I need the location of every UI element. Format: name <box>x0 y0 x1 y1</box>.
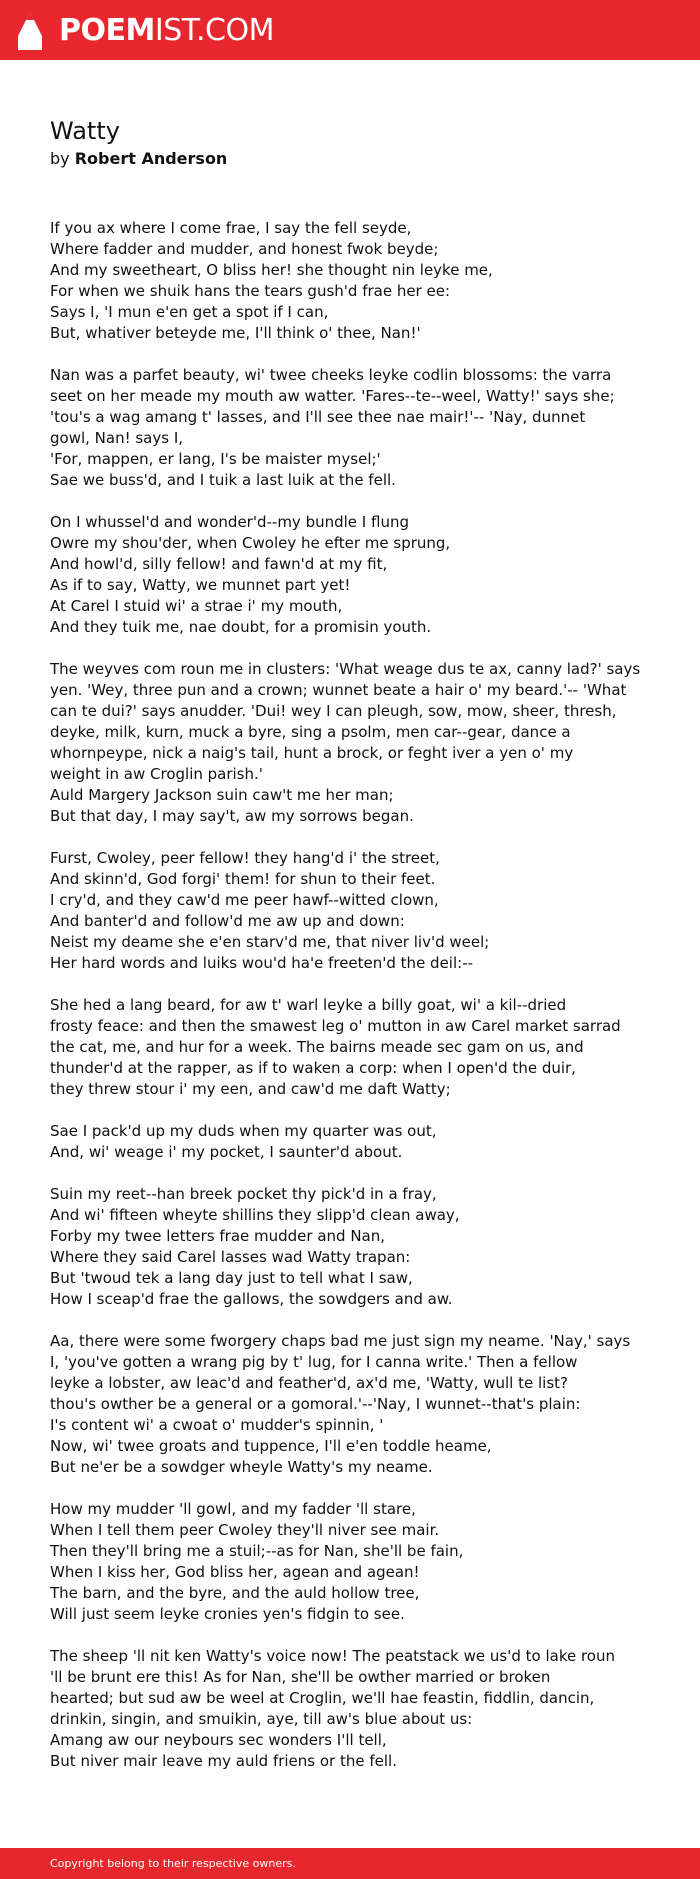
poem-line: Nan was a parfet beauty, wi' twee cheeks leyke codlin blossoms: the varra <box>50 366 612 384</box>
pencil-icon <box>17 11 43 51</box>
poem-line: Now, wi' twee groats and tuppence, I'll e'en toddle heame, <box>50 1437 492 1455</box>
poem-line: weight in aw Croglin parish.' <box>50 765 263 783</box>
poem-line: And skinn'd, God forgi' them! for shun to their feet. <box>50 870 436 888</box>
poem-line: How my mudder 'll gowl, and my fadder 'll stare, <box>50 1500 416 1518</box>
poem-line: And my sweetheart, O bliss her! she thought nin leyke me, <box>50 261 493 279</box>
poem-line: Sae we buss'd, and I tuik a last luik at the fell. <box>50 471 396 489</box>
poem-line: But niver mair leave my auld friens or the fell. <box>50 1752 397 1770</box>
poem-line: thunder'd at the rapper, as if to waken a corp: when I open'd the duir, <box>50 1059 576 1077</box>
poem-line: they threw stour i' my een, and caw'd me daft Watty; <box>50 1080 451 1098</box>
poem-line: For when we shuik hans the tears gush'd frae her ee: <box>50 282 451 300</box>
site-footer <box>0 1848 700 1879</box>
poem-line: When I tell them peer Cwoley they'll niver see mair. <box>50 1521 440 1539</box>
poem-line: And wi' fifteen wheyte shillins they slipp'd clean away, <box>50 1206 460 1224</box>
site-header <box>0 0 700 60</box>
poem-line: frosty feace: and then the smawest leg o' mutton in aw Carel market sarrad <box>50 1017 621 1035</box>
poem-line: Auld Margery Jackson suin caw't me her man; <box>50 786 394 804</box>
poem-stanza <box>50 512 590 638</box>
poem-stanza <box>50 659 641 827</box>
poem-byline <box>50 149 227 169</box>
poem-line: And banter'd and follow'd me aw up and down: <box>50 912 405 930</box>
poem-line: 'tou's a wag amang t' lasses, and I'll see thee nae mair!'-- 'Nay, dunnet <box>50 408 586 426</box>
poem-line: can te dui?' says anudder. 'Dui! wey I can pleugh, sow, mow, sheer, thresh, <box>50 702 617 720</box>
brand-strong: POEM <box>59 13 155 48</box>
poem-body <box>50 218 641 1793</box>
poem-stanza <box>50 1121 590 1163</box>
poem-line: Her hard words and luiks wou'd ha'e freeten'd the deil:-- <box>50 954 474 972</box>
poem-line: Suin my reet--han breek pocket thy pick'd in a fray, <box>50 1185 437 1203</box>
poem-line: At Carel I stuid wi' a strae i' my mouth, <box>50 597 343 615</box>
site-brand <box>59 11 274 51</box>
poem-line: When I kiss her, God bliss her, agean and agean! <box>50 1563 420 1581</box>
poem-line: Where fadder and mudder, and honest fwok beyde; <box>50 240 439 258</box>
poem-line: She hed a lang beard, for aw t' warl leyke a billy goat, wi' a kil--dried <box>50 996 567 1014</box>
poem-stanza <box>50 1499 590 1625</box>
poem-line: And they tuik me, nae doubt, for a promisin youth. <box>50 618 432 636</box>
poem-line: leyke a lobster, aw leac'd and feather'd, ax'd me, 'Watty, wull te list? <box>50 1374 568 1392</box>
poem-author: Robert Anderson <box>74 149 228 168</box>
poem-line: But 'twoud tek a lang day just to tell what I saw, <box>50 1269 413 1287</box>
poem-line: But ne'er be a sowdger wheyle Watty's my neame. <box>50 1458 433 1476</box>
poem-line: Furst, Cwoley, peer fellow! they hang'd i' the street, <box>50 849 440 867</box>
byline-prefix: by <box>50 149 70 168</box>
poem-line: I cry'd, and they caw'd me peer hawf--witted clown, <box>50 891 439 909</box>
poem-line: Says I, 'I mun e'en get a spot if I can, <box>50 303 329 321</box>
poem-line: And, wi' weage i' my pocket, I saunter'd about. <box>50 1143 403 1161</box>
poem-stanza <box>50 1331 631 1478</box>
site-logo-link[interactable] <box>17 11 274 51</box>
poem-line: As if to say, Watty, we munnet part yet! <box>50 576 351 594</box>
poem-title: Watty <box>50 117 120 145</box>
poem-line: The weyves com roun me in clusters: 'What weage dus te ax, canny lad?' says <box>50 660 641 678</box>
poem-line: Aa, there were some fworgery chaps bad me just sign my neame. 'Nay,' says <box>50 1332 631 1350</box>
poem-line: Owre my shou'der, when Cwoley he efter me sprung, <box>50 534 451 552</box>
poem-line: deyke, milk, kurn, muck a byre, sing a psolm, men car--gear, dance a <box>50 723 571 741</box>
poem-stanza <box>50 218 590 344</box>
poem-line: Will just seem leyke cronies yen's fidgin to see. <box>50 1605 405 1623</box>
poem-line: yen. 'Wey, three pun and a crown; wunnet beate a hair o' my beard.'-- 'What <box>50 681 627 699</box>
poem-line: Amang aw our neybours sec wonders I'll tell, <box>50 1731 387 1749</box>
poem-stanza <box>50 848 590 974</box>
brand-light: IST.COM <box>154 13 274 48</box>
poem-line: But, whativer beteyde me, I'll think o' thee, Nan!' <box>50 324 421 342</box>
poem-line: But that day, I may say't, aw my sorrows began. <box>50 807 414 825</box>
poem-line: hearted; but sud aw be weel at Croglin, we'll hae feastin, fiddlin, dancin, <box>50 1689 595 1707</box>
poem-line: I's content wi' a cwoat o' mudder's spinnin, ' <box>50 1416 384 1434</box>
poem-stanza <box>50 365 615 491</box>
copyright-notice: Copyright belong to their respective owners. <box>50 1857 296 1870</box>
poem-line: Sae I pack'd up my duds when my quarter was out, <box>50 1122 437 1140</box>
poem-line: Forby my twee letters frae mudder and Nan, <box>50 1227 386 1245</box>
poem-line: The barn, and the byre, and the auld hollow tree, <box>50 1584 420 1602</box>
poem-line: On I whussel'd and wonder'd--my bundle I flung <box>50 513 409 531</box>
poem-line: I, 'you've gotten a wrang pig by t' lug, for I canna write.' Then a fellow <box>50 1353 578 1371</box>
poem-line: Then they'll bring me a stuil;--as for Nan, she'll be fain, <box>50 1542 464 1560</box>
poem-line: 'll be brunt ere this! As for Nan, she'll be owther married or broken <box>50 1668 551 1686</box>
poem-line: 'For, mappen, er lang, I's be maister mysel;' <box>50 450 381 468</box>
poem-stanza <box>50 1184 590 1310</box>
poem-line: The sheep 'll nit ken Watty's voice now! The peatstack we us'd to lake roun <box>50 1647 615 1665</box>
poem-line: drinkin, singin, and smuikin, aye, till aw's blue about us: <box>50 1710 473 1728</box>
poem-line: seet on her meade my mouth aw watter. 'Fares--te--weel, Watty!' says she; <box>50 387 615 405</box>
poem-line: whornpeype, nick a naig's tail, hunt a brock, or feght iver a yen o' my <box>50 744 574 762</box>
poem-line: Where they said Carel lasses wad Watty trapan: <box>50 1248 411 1266</box>
poem-line: the cat, me, and hur for a week. The bairns meade sec gam on us, and <box>50 1038 584 1056</box>
poem-stanza <box>50 995 621 1100</box>
poem-line: If you ax where I come frae, I say the fell seyde, <box>50 219 412 237</box>
poem-line: How I sceap'd frae the gallows, the sowdgers and aw. <box>50 1290 453 1308</box>
poem-line: Neist my deame she e'en starv'd me, that niver liv'd weel; <box>50 933 490 951</box>
poem-line: thou's owther be a general or a gomoral.'--'Nay, I wunnet--that's plain: <box>50 1395 581 1413</box>
poem-stanza <box>50 1646 615 1772</box>
poem-line: And howl'd, silly fellow! and fawn'd at my fit, <box>50 555 388 573</box>
poem-line: gowl, Nan! says I, <box>50 429 184 447</box>
